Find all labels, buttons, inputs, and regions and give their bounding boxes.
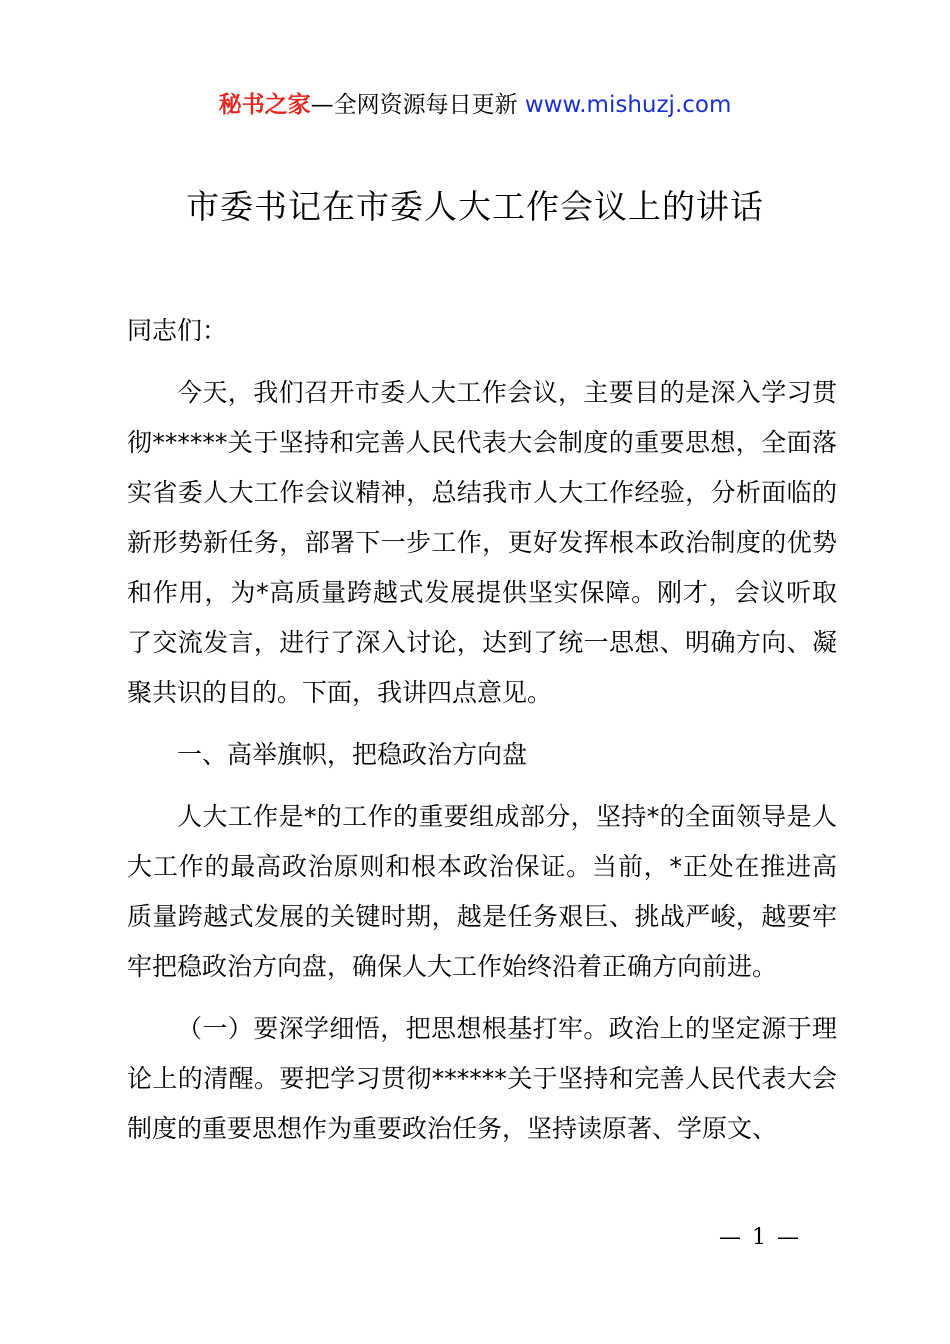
paragraph-intro: 今天，我们召开市委人大工作会议，主要目的是深入学习贯彻******关于坚持和完善人民代表大会制度的重要思想，全面落实省委人大工作会议精神，总结我市人大工作经验，分析面临的新形势新任务，部署下一步工作，更好发挥根本政治制度的优势和作用，为*高质量跨越式发展提供坚实保障。刚才，会议听取了交流发言，进行了深入讨论，达到了统一思想、明确方向、凝聚共识的目的。下面，我讲四点意见。 bbox=[127, 378, 837, 707]
section-heading-1: 一、高举旗帜，把稳政治方向盘 bbox=[177, 740, 528, 769]
document-title: 市委书记在市委人大工作会议上的讲话 bbox=[186, 187, 764, 226]
paragraph-subsection-1: （一）要深学细悟，把思想根基打牢。政治上的坚定源于理论上的清醒。要把学习贯彻******关于坚持和完善人民代表大会制度的重要思想作为重要政治任务，坚持读原著、学原文、 bbox=[127, 1014, 837, 1143]
header-tagline: —全网资源每日更新 bbox=[310, 92, 525, 118]
page-number: — 1 — bbox=[719, 1225, 801, 1250]
site-url-link[interactable]: www.mishuzj.com bbox=[524, 92, 732, 118]
site-header bbox=[0, 88, 950, 122]
paragraph-section-1: 人大工作是*的工作的重要组成部分，坚持*的全面领导是人大工作的最高政治原则和根本政治保证。当前，*正处在推进高质量跨越式发展的关键时期，越是任务艰巨、挑战严峻，越要牢牢把稳政治方向盘，确保人大工作始终沿着正确方向前进。 bbox=[127, 802, 837, 981]
greeting: 同志们： bbox=[127, 316, 228, 345]
brand-name: 秘书之家 bbox=[218, 92, 311, 118]
